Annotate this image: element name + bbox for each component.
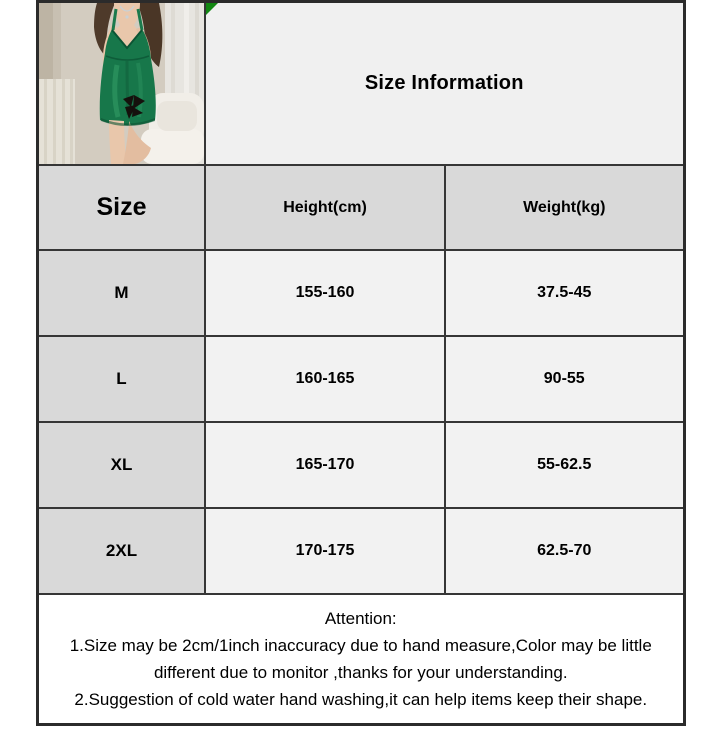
height-cell: 170-175 [205, 508, 445, 594]
size-table [36, 0, 686, 726]
weight-cell: 55-62.5 [445, 422, 684, 508]
table-row-l [38, 336, 685, 422]
size-cell: 2XL [38, 508, 206, 594]
height-cell: 165-170 [205, 422, 445, 508]
weight-cell: 37.5-45 [445, 250, 684, 336]
table-row-xl [38, 422, 685, 508]
product-photo [38, 2, 206, 166]
height-cell: 160-165 [205, 336, 445, 422]
size-information-title-cell [205, 2, 684, 166]
size-information-title: Size Information [364, 72, 524, 94]
column-header-height: Height(cm) [205, 165, 445, 250]
column-header-size: Size [38, 165, 206, 250]
height-cell: 155-160 [205, 250, 445, 336]
size-cell: XL [38, 422, 206, 508]
cell-corner-marker-icon [206, 3, 218, 15]
table-row-2xl [38, 508, 685, 594]
attention-note-2: 2.Suggestion of cold water hand washing,it can help items keep their shape. [74, 689, 648, 709]
product-photo-illustration [39, 3, 204, 164]
column-header-weight: Weight(kg) [445, 165, 684, 250]
attention-note [38, 594, 685, 724]
table-row-m [38, 250, 685, 336]
size-cell: M [38, 250, 206, 336]
attention-heading: Attention: [324, 608, 397, 628]
attention-note-1: 1.Size may be 2cm/1inch inaccuracy due to hand measure,Color may be little different due to monitor ,thanks for your understanding. [69, 635, 652, 682]
weight-cell: 62.5-70 [445, 508, 684, 594]
weight-cell: 90-55 [445, 336, 684, 422]
size-cell: L [38, 336, 206, 422]
